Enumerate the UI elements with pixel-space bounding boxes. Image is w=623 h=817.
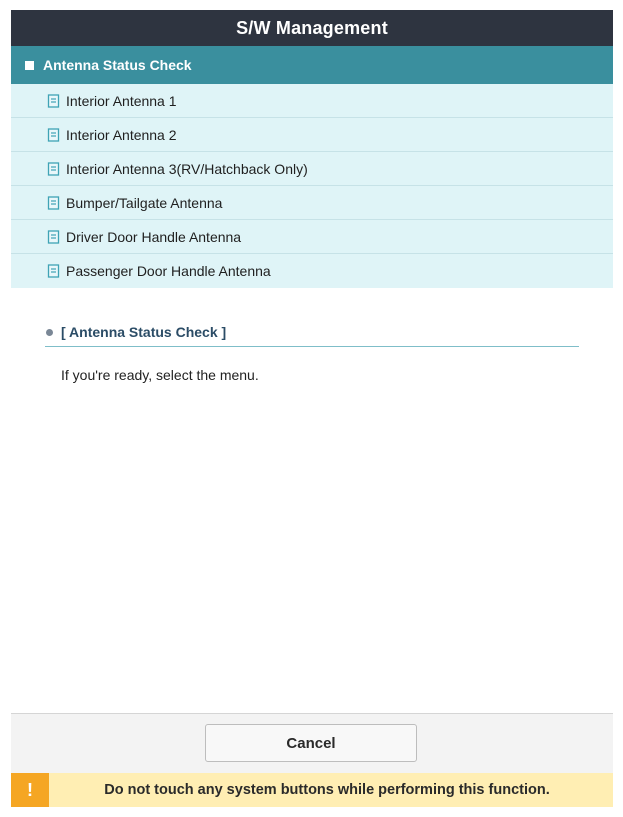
document-icon bbox=[47, 264, 60, 278]
square-bullet-icon bbox=[25, 61, 34, 70]
menu-item-label: Interior Antenna 1 bbox=[66, 92, 177, 109]
menu-item-interior-antenna-3[interactable] bbox=[11, 152, 613, 186]
menu-item-driver-door-handle-antenna[interactable] bbox=[11, 220, 613, 254]
warning-banner bbox=[11, 773, 613, 807]
document-icon bbox=[47, 128, 60, 142]
page-title: S/W Management bbox=[11, 10, 613, 46]
menu-item-label: Passenger Door Handle Antenna bbox=[66, 263, 271, 279]
menu-item-label: Interior Antenna 2 bbox=[66, 126, 177, 143]
info-title-row bbox=[45, 318, 579, 347]
info-title: [ Antenna Status Check ] bbox=[61, 324, 227, 340]
document-icon bbox=[47, 196, 60, 210]
bullet-dot-icon bbox=[46, 329, 53, 336]
main-panel bbox=[11, 10, 613, 288]
warning-text: Do not touch any system buttons while performing this function. bbox=[104, 782, 550, 798]
menu-item-interior-antenna-2[interactable] bbox=[11, 118, 613, 152]
menu-item-label: Driver Door Handle Antenna bbox=[66, 228, 242, 245]
info-message: If you're ready, select the menu. bbox=[61, 367, 259, 383]
cancel-button[interactable]: Cancel bbox=[205, 724, 417, 762]
menu-item-bumper-tailgate-antenna[interactable] bbox=[11, 186, 613, 220]
footer-bar bbox=[11, 713, 613, 774]
info-panel bbox=[45, 318, 579, 383]
menu-item-interior-antenna-1[interactable] bbox=[11, 84, 613, 118]
menu-item-label: Interior Antenna 3(RV/Hatchback Only) bbox=[66, 160, 308, 177]
document-icon bbox=[47, 230, 60, 244]
section-header bbox=[11, 46, 613, 84]
section-title: Antenna Status Check bbox=[43, 57, 192, 73]
document-icon bbox=[47, 94, 60, 108]
menu-item-label: Bumper/Tailgate Antenna bbox=[66, 194, 223, 211]
menu-item-passenger-door-handle-antenna[interactable] bbox=[11, 254, 613, 288]
document-icon bbox=[47, 162, 60, 176]
menu-list bbox=[11, 84, 613, 288]
exclamation-icon: ! bbox=[11, 773, 49, 807]
